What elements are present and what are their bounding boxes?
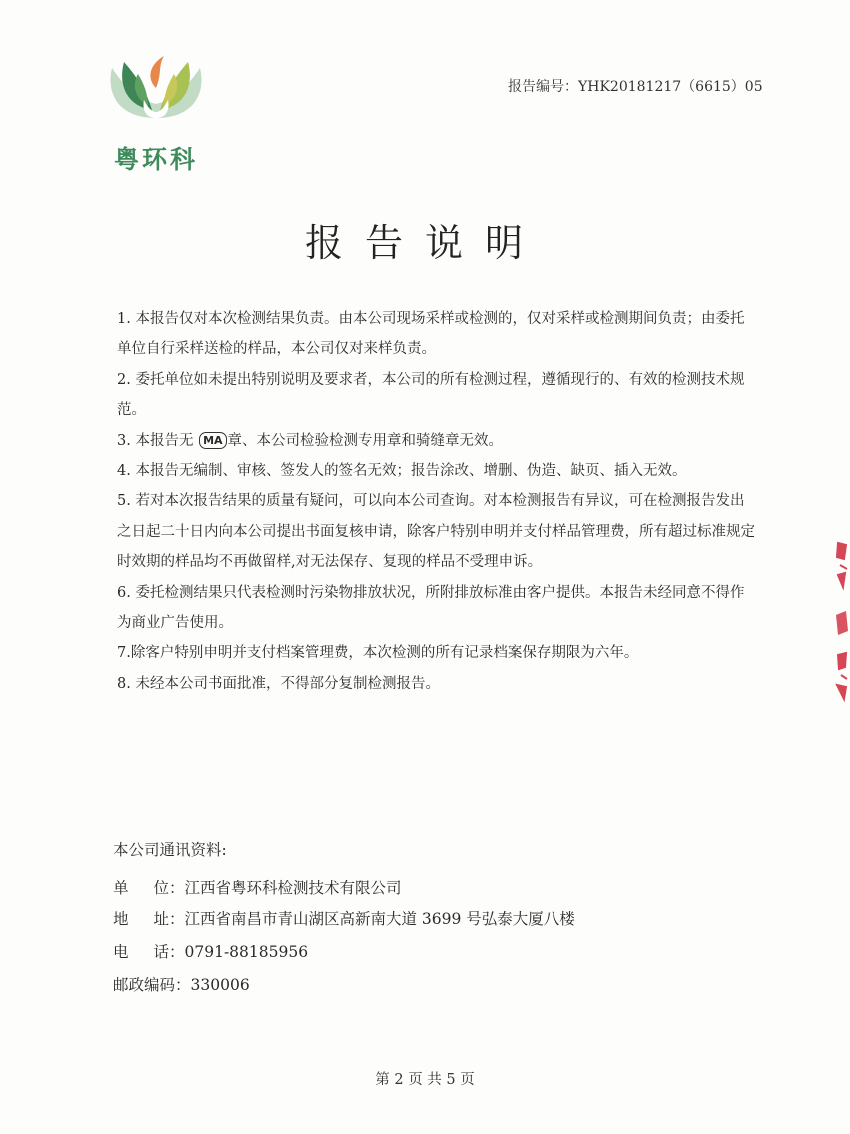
clause-5: 5. 若对本次报告结果的质量有疑问，可以向本公司查询。对本检测报告有异议，可在检测报告发出之日起二十日内向本公司提出书面复核申请，除客户特别申明并支付样品管理费，所有超过标准规定时效期的样品均不再做留样,对无法保存、复现的样品不受理申诉。 (117, 493, 755, 571)
address-value: ：江西省南昌市青山湖区高新南大道 3699 号弘泰大厦八楼 (169, 910, 575, 928)
contact-heading: 本公司通讯资料: (113, 841, 227, 859)
phone-label: 电话 (113, 943, 169, 961)
clause-8: 8. 未经本公司书面批准，不得部分复制检测报告。 (117, 675, 440, 692)
clause-4: 4. 本报告无编制、审核、签发人的签名无效；报告涂改、增删、伪造、缺页、插入无效。 (117, 463, 687, 480)
contact-address-row (113, 907, 575, 929)
clause-3 (117, 426, 757, 456)
contact-phone-row (113, 940, 308, 962)
seam-stamp-edge (832, 535, 850, 705)
leaf-flame-icon (98, 48, 214, 140)
logo-text: 粤环科 (113, 145, 198, 174)
clause-6: 6. 委托检测结果只代表检测时污染物排放状况，所附排放标准由客户提供。本报告未经同意不得作为商业广告使用。 (117, 584, 745, 632)
postcode-label: 邮政编码 (113, 976, 176, 994)
unit-label: 单位 (113, 879, 169, 897)
contact-postcode-row (113, 973, 250, 995)
page-number: 第 2 页 共 5 页 (375, 1072, 475, 1088)
unit-value: ：江西省粤环科检测技术有限公司 (169, 879, 402, 897)
clause-3-text-after: 章、本公司检验检测专用章和骑缝章无效。 (227, 432, 504, 449)
clause-2: 2. 委托单位如未提出特别说明及要求者，本公司的所有检测过程，遵循现行的、有效的检测技术规范。 (117, 371, 745, 419)
clause-7: 7.除客户特别申明并支付档案管理费，本次检测的所有记录档案保存期限为六年。 (117, 645, 639, 662)
report-number: 报告编号：YHK20181217（6615）05 (508, 79, 763, 95)
company-logo (98, 48, 218, 173)
phone-value: ：0791-88185956 (169, 943, 309, 961)
ma-certification-mark: MA (199, 432, 226, 449)
clause-list (117, 304, 757, 699)
address-label: 地址 (113, 910, 169, 928)
clause-1: 1. 本报告仅对本次检测结果负责。由本公司现场采样或检测的，仅对采样或检测期间负责；由委托单位自行采样送检的样品，本公司仅对来样负责。 (117, 311, 745, 358)
contact-unit-row (113, 876, 402, 898)
clause-3-text-before: 3. 本报告无 (117, 432, 199, 449)
page-title: 报告说明 (304, 221, 545, 265)
postcode-value: ：330006 (175, 976, 250, 994)
